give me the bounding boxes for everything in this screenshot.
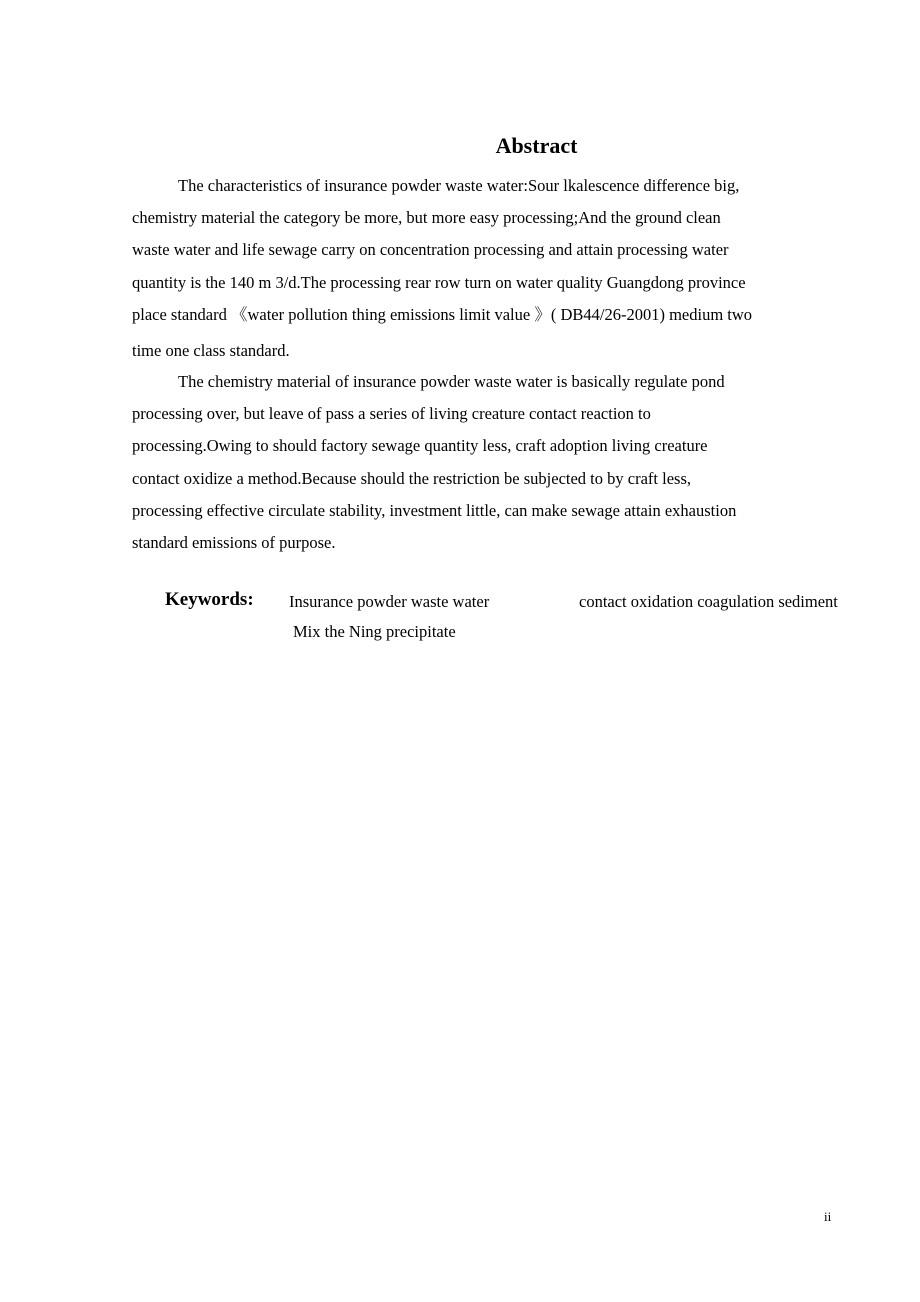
paragraph-line: standard emissions of purpose. [132, 533, 336, 553]
paragraph-line: quantity is the 140 m 3/d.The processing rear row turn on water quality Guangdong province [132, 272, 746, 292]
keyword-item: Mix the Ning precipitate [293, 622, 456, 641]
keyword-item: Insurance powder waste water [289, 592, 490, 611]
paragraph-line: place standard 《water pollution thing emissions limit value 》( DB44/26-2001) medium two [132, 304, 753, 324]
paragraph-line: The characteristics of insurance powder waste water:Sour lkalescence difference big, [178, 176, 740, 195]
paragraph-line: processing.Owing to should factory sewage quantity less, craft adoption living creature [132, 436, 708, 456]
paragraph-line: The chemistry material of insurance powder waste water is basically regulate pond [178, 372, 725, 391]
paragraph-line: processing over, but leave of pass a series of living creature contact reaction to [132, 404, 651, 424]
keywords-label: Keywords: [165, 589, 254, 610]
paragraph-line: waste water and life sewage carry on concentration processing and attain processing water [132, 240, 729, 260]
paragraph-line: contact oxidize a method.Because should the restriction be subjected to by craft less, [132, 468, 691, 488]
abstract-paragraph-1 [132, 170, 752, 367]
paragraph-line: chemistry material the category be more, but more easy processing;And the ground clean [132, 208, 721, 228]
page-number: ii [824, 1209, 832, 1224]
abstract-paragraph-2 [132, 366, 736, 559]
abstract-title: Abstract [495, 133, 578, 158]
keyword-item: contact oxidation coagulation sediment [579, 592, 838, 611]
paragraph-line: time one class standard. [132, 341, 290, 361]
paragraph-line: processing effective circulate stability, investment little, can make sewage attain exhaustion [132, 500, 737, 520]
